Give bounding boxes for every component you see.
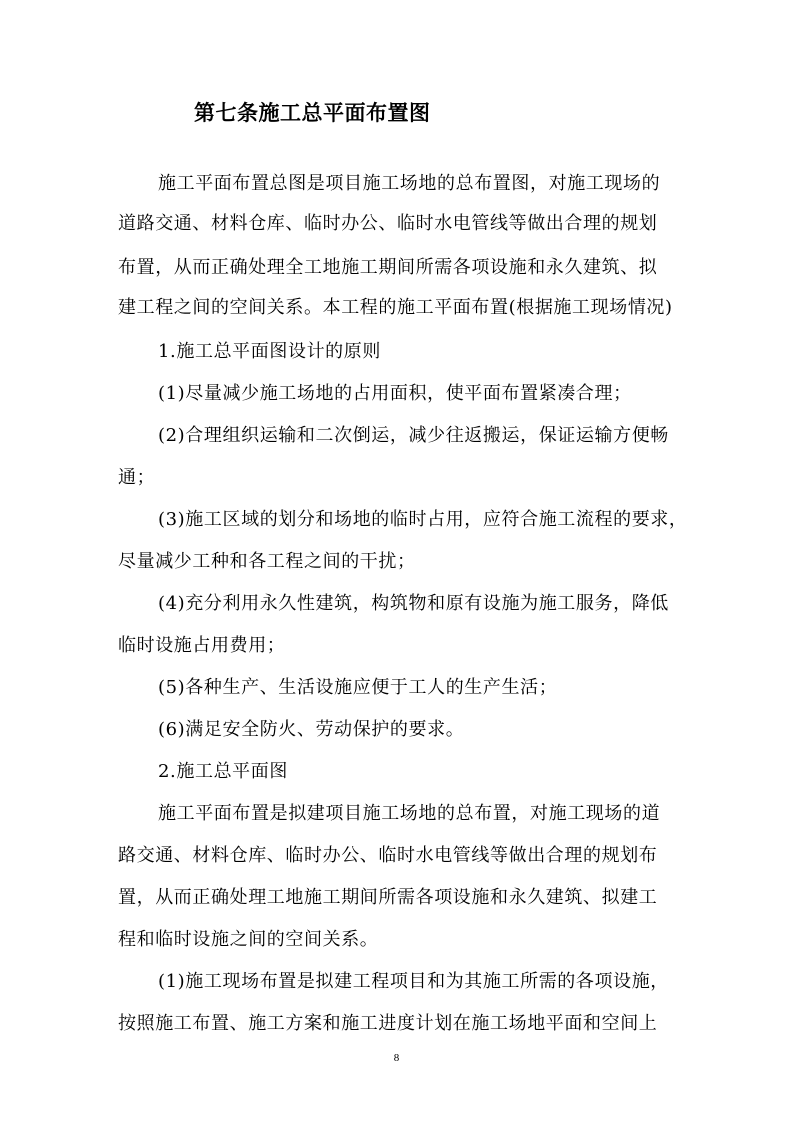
list-item-continuation: 通； [118,467,156,488]
paragraph-line: 布置，从而正确处理全工地施工期间所需各项设施和永久建筑、拟 [118,257,658,278]
list-item: (2)合理组织运输和二次倒运，减少往返搬运，保证运输方便畅 [158,425,669,446]
page-number: 8 [393,1052,400,1064]
section-heading: 2.施工总平面图 [158,761,288,782]
list-item: (5)各种生产、生活设施应便于工人的生产生活； [158,677,558,698]
paragraph-line: 程和临时设施之间的空间关系。 [118,929,379,950]
paragraph-line: 置，从而正确处理工地施工期间所需各项设施和永久建筑、拟建工 [118,887,658,908]
list-item-continuation: 临时设施占用费用； [118,635,286,656]
list-item: (1)施工现场布置是拟建工程项目和为其施工所需的各项设施， [158,971,669,992]
paragraph-line: 建工程之间的空间关系。本工程的施工平面布置(根据施工现场情况) [118,297,673,318]
paragraph-line: 道路交通、材料仓库、临时办公、临时水电管线等做出合理的规划 [118,213,658,234]
list-item: (3)施工区域的划分和场地的临时占用，应符合施工流程的要求， [158,509,688,530]
list-item-continuation: 尽量减少工种和各工程之间的干扰； [118,551,416,572]
section-heading: 1.施工总平面图设计的原则 [158,341,381,362]
section-title: 第七条施工总平面布置图 [194,100,431,125]
paragraph-line: 施工平面布置总图是项目施工场地的总布置图，对施工现场的 [158,173,661,194]
paragraph-line: 路交通、材料仓库、临时办公、临时水电管线等做出合理的规划布 [118,845,658,866]
list-item: (1)尽量减少施工场地的占用面积，使平面布置紧凑合理； [158,383,632,404]
list-item-continuation: 按照施工布置、施工方案和施工进度计划在施工场地平面和空间上 [118,1013,658,1034]
list-item: (6)满足安全防火、劳动保护的要求。 [158,719,465,740]
paragraph-line: 施工平面布置是拟建项目施工场地的总布置，对施工现场的道 [158,803,661,824]
list-item: (4)充分利用永久性建筑，构筑物和原有设施为施工服务，降低 [158,593,669,614]
